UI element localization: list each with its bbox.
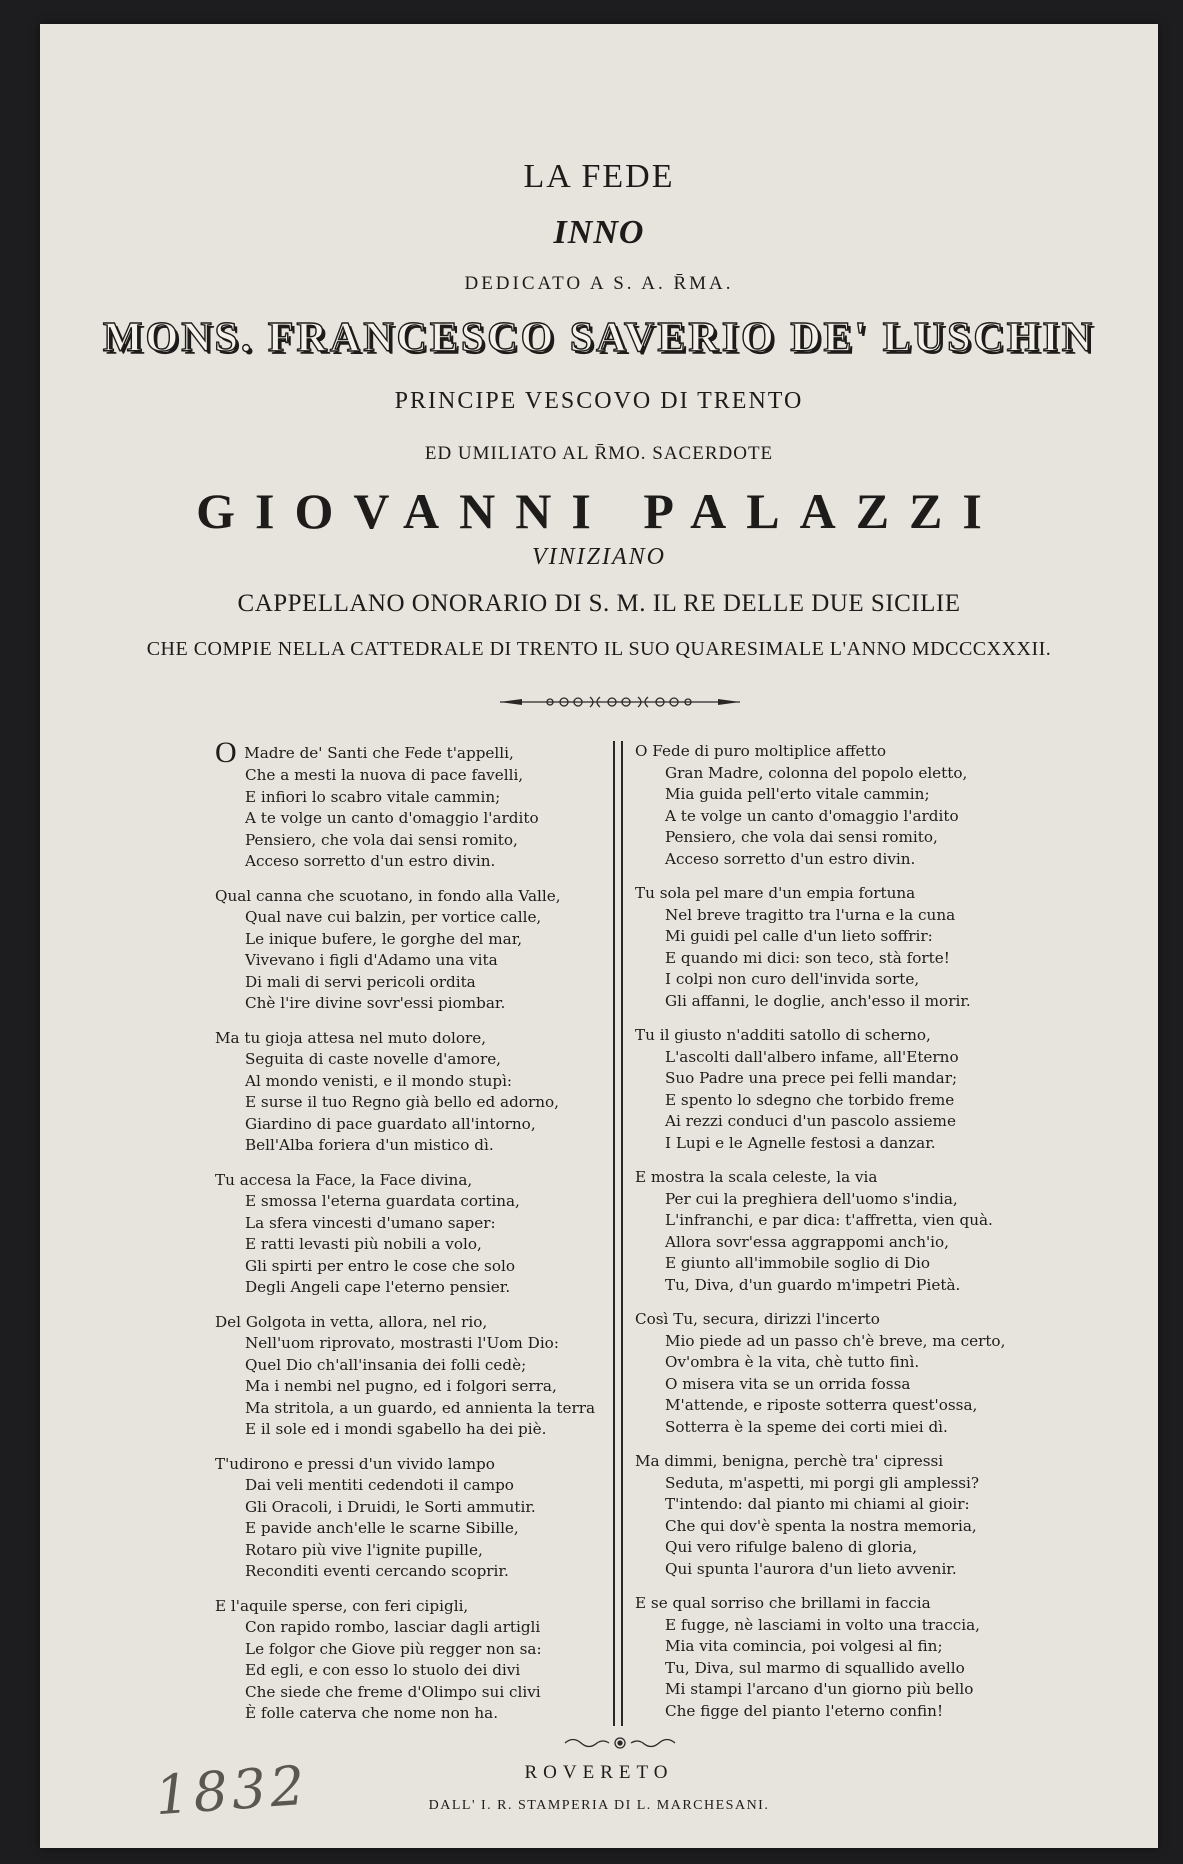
verse-line [215,950,645,972]
verse-line [215,1703,645,1725]
verse-line [635,948,1065,970]
stanza [635,1167,1065,1296]
verse-text: O Fede di puro moltiplice affetto [635,742,886,760]
author-origin: VINIZIANO [532,544,666,570]
verse-text: Tu il giusto n'additi satollo di scherno, [635,1026,931,1044]
verse-line [215,993,645,1015]
verse-line [215,1376,645,1398]
verse-line [635,1615,1065,1637]
dedication-line: DEDICATO A S. A. R̄MA. [464,273,734,294]
verse-line [215,1092,645,1114]
verse-text: Mia vita comincia, poi volgesi al fin; [665,1637,943,1655]
column-divider [613,741,623,1726]
verse-line [215,1277,645,1299]
verse-text: Rotaro più vive l'ignite pupille, [245,1540,483,1559]
verse-text: Mio piede ad un passo ch'è breve, ma certo, [665,1331,1006,1350]
verse-text: Madre de' Santi che Fede t'appelli, [244,744,514,762]
verse-line [215,1234,645,1256]
verse-line [635,1559,1065,1581]
verse-line [215,808,645,830]
verse-line [635,1309,1065,1331]
verse-line [215,1617,645,1639]
verse-text: Gli Oracoli, i Druidi, le Sorti ammutir. [245,1497,536,1516]
stanza [215,1170,645,1299]
verse-line [215,1355,645,1377]
verse-line [215,787,645,809]
poem-title: LA FEDE [523,158,675,195]
verse-text: Ov'ombra è la vita, chè tutto finì. [665,1353,920,1371]
chaplain-line: CAPPELLANO ONORARIO DI S. M. IL RE DELLE DUE SICILIE [237,590,961,617]
stanza [635,1309,1065,1438]
verse-text: Che figge del pianto l'eterno confin! [665,1701,944,1720]
verse-text: Vivevano i figli d'Adamo una vita [245,951,498,969]
verse-text: E spento lo sdegno che torbido freme [665,1090,955,1109]
verse-line [635,991,1065,1013]
verse-line [635,1210,1065,1232]
verse-line [635,1494,1065,1516]
verse-text: A te volge un canto d'omaggio l'ardito [665,806,959,825]
verse-line [635,1417,1065,1439]
verse-line [215,1639,645,1661]
verse-line [635,1025,1065,1047]
verse-text: Allora sovr'essa aggrappomi anch'io, [665,1232,949,1251]
verse-line [215,1454,645,1476]
stanza [635,741,1065,870]
verse-text: Nell'uom riprovato, mostrasti l'Uom Dio: [245,1334,559,1352]
verse-line [635,1111,1065,1133]
verse-text: Ed egli, e con esso lo stuolo dei divi [245,1661,521,1679]
verse-line [215,1497,645,1519]
humiliated-line: ED UMILIATO AL R̄MO. SACERDOTE [424,443,774,464]
stanza [635,1593,1065,1722]
stanza [215,1454,645,1583]
verse-line [215,886,645,908]
broadside-sheet [40,24,1158,1848]
verse-text: E se qual sorriso che brillami in faccia [635,1594,931,1612]
verse-line [635,1636,1065,1658]
verse-line [215,765,645,787]
poem-subtitle: INNO [553,214,645,251]
verse-text: O misera vita se un orrida fossa [665,1374,911,1393]
stanza [215,1028,645,1157]
verse-text: Del Golgota in vetta, allora, nel rio, [215,1312,488,1331]
verse-text: Mia guida pell'erto vitale cammin; [665,785,930,803]
imprint-printer: DALL' I. R. STAMPERIA DI L. MARCHESANI. [428,1798,770,1813]
verse-line [635,1189,1065,1211]
verse-line [215,1170,645,1192]
verse-line [635,1374,1065,1396]
verse-line [215,1135,645,1157]
stanza [635,1025,1065,1154]
verse-line [635,1658,1065,1680]
occasion-line: CHE COMPIE NELLA CATTEDRALE DI TRENTO IL SUO QUARESIMALE L'ANNO MDCCCXXXII. [146,638,1052,660]
verse-text: Le inique bufere, le gorghe del mar, [245,929,523,948]
verse-line [215,1191,645,1213]
verse-text: Ai rezzi conduci d'un pascolo assieme [665,1112,956,1130]
verse-text: Sotterra è la speme dei corti miei dì. [665,1417,948,1436]
verse-text: Ma stritola, a un guardo, ed annienta la terra [245,1398,596,1417]
verse-text: La sfera vincesti d'umano saper: [245,1213,496,1232]
verse-line [635,741,1065,763]
verse-text: Seguita di caste novelle d'amore, [245,1050,502,1068]
verse-line [635,1047,1065,1069]
honoree-name: MONS. FRANCESCO SAVERIO DE' LUSCHIN [102,315,1096,361]
verse-text: Ma i nembi nel pugno, ed i folgori serra, [245,1377,557,1395]
verse-line [215,1682,645,1704]
verse-text: Giardino di pace guardato all'intorno, [245,1114,536,1133]
verse-text: Pensiero, che vola dai sensi romito, [665,828,938,846]
verse-text: E surse il tuo Regno già bello ed adorno, [245,1093,559,1111]
verse-text: Ma tu gioja attesa nel muto dolore, [215,1028,487,1047]
verse-text: Mi stampi l'arcano d'un giorno più bello [665,1680,974,1698]
verse-line [635,1701,1065,1723]
verse-line [635,784,1065,806]
verse-text: Bell'Alba foriera d'un mistico dì. [245,1136,494,1154]
verse-text: Qual nave cui balzin, per vortice calle, [245,908,542,926]
verse-line [215,1333,645,1355]
verse-text: Così Tu, secura, dirizzi l'incerto [635,1310,880,1328]
verse-line [635,1593,1065,1615]
verse-line [215,1475,645,1497]
verse-text: Al mondo venisti, e il mondo stupì: [245,1071,513,1090]
verse-text: Tu accesa la Face, la Face divina, [215,1170,473,1189]
verse-text: Che qui dov'è spenta la nostra memoria, [665,1516,977,1535]
verse-text: Gli spirti per entro le cose che solo [245,1256,515,1275]
verse-line [215,1028,645,1050]
verse-line [215,851,645,873]
poem-column-right [635,741,1065,1735]
verse-line [215,929,645,951]
verse-line [215,1114,645,1136]
honoree-title: PRINCIPE VESCOVO DI TRENTO [394,388,804,414]
verse-line [635,1451,1065,1473]
verse-line [635,1473,1065,1495]
verse-line [635,1516,1065,1538]
poem-column-left [215,736,645,1738]
verse-text: I Lupi e le Agnelle festosi a danzar. [665,1133,936,1152]
verse-text: T'intendo: dal pianto mi chiami al gioir: [665,1495,970,1513]
verse-text: Chè l'ire divine sovr'essi piombar. [245,994,506,1012]
verse-text: Con rapido rombo, lasciar dagli artigli [245,1618,541,1636]
verse-line [215,1660,645,1682]
verse-line [635,1275,1065,1297]
verse-text: E l'aquile sperse, con feri cipigli, [215,1596,469,1615]
verse-text: Reconditi eventi cercando scoprir. [245,1562,509,1580]
verse-line [215,1398,645,1420]
stanza [215,1596,645,1725]
verse-text: Dai veli mentiti cedendoti il campo [245,1476,514,1494]
verse-text: E fugge, nè lasciami in volto una traccia, [665,1615,980,1634]
verse-text: Qui spunta l'aurora d'un lieto avvenir. [665,1559,957,1578]
verse-text: Gran Madre, colonna del popolo eletto, [665,763,968,782]
verse-text: E mostra la scala celeste, la via [635,1168,878,1186]
verse-line [215,1256,645,1278]
verse-text: Qui vero rifulge baleno di gloria, [665,1538,918,1556]
verse-text: Seduta, m'aspetti, mi porgi gli amplessi? [665,1473,980,1492]
verse-line [215,736,645,769]
verse-text: Tu, Diva, sul marmo di squallido avello [665,1658,965,1677]
stanza [215,736,645,873]
verse-text: Per cui la preghiera dell'uomo s'india, [665,1189,958,1208]
verse-text: L'ascolti dall'albero infame, all'Eterno [665,1047,959,1066]
verse-line [635,1232,1065,1254]
verse-line [635,1352,1065,1374]
verse-line [635,827,1065,849]
verse-text: Quel Dio ch'all'insania dei folli cedè; [245,1355,527,1374]
verse-line [215,1049,645,1071]
verse-text: Acceso sorretto d'un estro divin. [665,849,916,868]
imprint-place: ROVERETO [524,1762,674,1783]
verse-line [635,1068,1065,1090]
verse-line [635,926,1065,948]
handwritten-year: 1832 [152,1753,311,1828]
verse-text: Che siede che freme d'Olimpo sui clivi [245,1682,541,1701]
verse-line [635,1090,1065,1112]
author-name: GIOVANNI PALAZZI [196,483,1002,539]
verse-text: E pavide anch'elle le scarne Sibille, [245,1519,519,1537]
verse-text: Acceso sorretto d'un estro divin. [245,852,496,870]
verse-line [635,1395,1065,1417]
verse-line [635,905,1065,927]
verse-line [635,806,1065,828]
stanza [215,886,645,1015]
verse-line [215,1071,645,1093]
verse-line [635,763,1065,785]
verse-text: Tu sola pel mare d'un empia fortuna [635,884,916,902]
verse-text: Mi guidi pel calle d'un lieto soffrir: [665,927,933,945]
verse-text: Gli affanni, le doglie, anch'esso il morir. [665,991,971,1010]
verse-text: E quando mi dici: son teco, stà forte! [665,948,950,967]
verse-text: E ratti levasti più nobili a volo, [245,1235,482,1253]
verse-text: E infiori lo scabro vitale cammin; [245,787,501,806]
verse-line [215,1419,645,1441]
verse-text: E il sole ed i mondi sgabello ha dei piè. [245,1420,547,1438]
verse-text: Qual canna che scuotano, in fondo alla Valle, [215,886,561,905]
verse-line [635,1679,1065,1701]
verse-line [215,907,645,929]
verse-line [635,883,1065,905]
verse-text: T'udirono e pressi d'un vivido lampo [215,1454,495,1473]
verse-line [215,1561,645,1583]
stanza [635,883,1065,1012]
verse-line [635,1167,1065,1189]
verse-text: È folle caterva che nome non ha. [245,1704,499,1722]
verse-line [635,1331,1065,1353]
verse-text: Pensiero, che vola dai sensi romito, [245,830,518,849]
verse-line [215,972,645,994]
verse-text: Nel breve tragitto tra l'urna e la cuna [665,905,956,924]
verse-line [635,1133,1065,1155]
verse-text: L'infranchi, e par dica: t'affretta, vien quà. [665,1211,993,1229]
verse-line [215,1213,645,1235]
verse-text: Di mali di servi pericoli ordita [245,972,476,991]
verse-line [215,1540,645,1562]
verse-line [215,830,645,852]
verse-text: Che a mesti la nuova di pace favelli, [245,766,524,784]
verse-text: E giunto all'immobile soglio di Dio [665,1254,931,1272]
verse-text: I colpi non curo dell'invida sorte, [665,970,920,988]
verse-text: A te volge un canto d'omaggio l'ardito [245,809,539,827]
verse-line [635,849,1065,871]
stanza [215,1312,645,1441]
verse-text: Degli Angeli cape l'eterno pensier. [245,1278,511,1296]
verse-line [215,1518,645,1540]
ornament-divider-icon [500,691,740,713]
verse-line [635,969,1065,991]
verse-text: M'attende, e riposte sotterra quest'ossa, [665,1396,978,1414]
verse-line [215,1312,645,1334]
verse-text: Suo Padre una prece pei felli mandar; [665,1069,958,1087]
verse-line [635,1253,1065,1275]
stanza [635,1451,1065,1580]
footer-ornament-icon [555,1734,685,1752]
verse-line [635,1537,1065,1559]
verse-text: Ma dimmi, benigna, perchè tra' cipressi [635,1452,944,1470]
verse-line [215,1596,645,1618]
verse-text: E smossa l'eterna guardata cortina, [245,1192,520,1210]
verse-text: Le folgor che Giove più regger non sa: [245,1639,542,1658]
drop-cap: O [215,736,245,769]
verse-text: Tu, Diva, d'un guardo m'impetri Pietà. [665,1275,961,1294]
